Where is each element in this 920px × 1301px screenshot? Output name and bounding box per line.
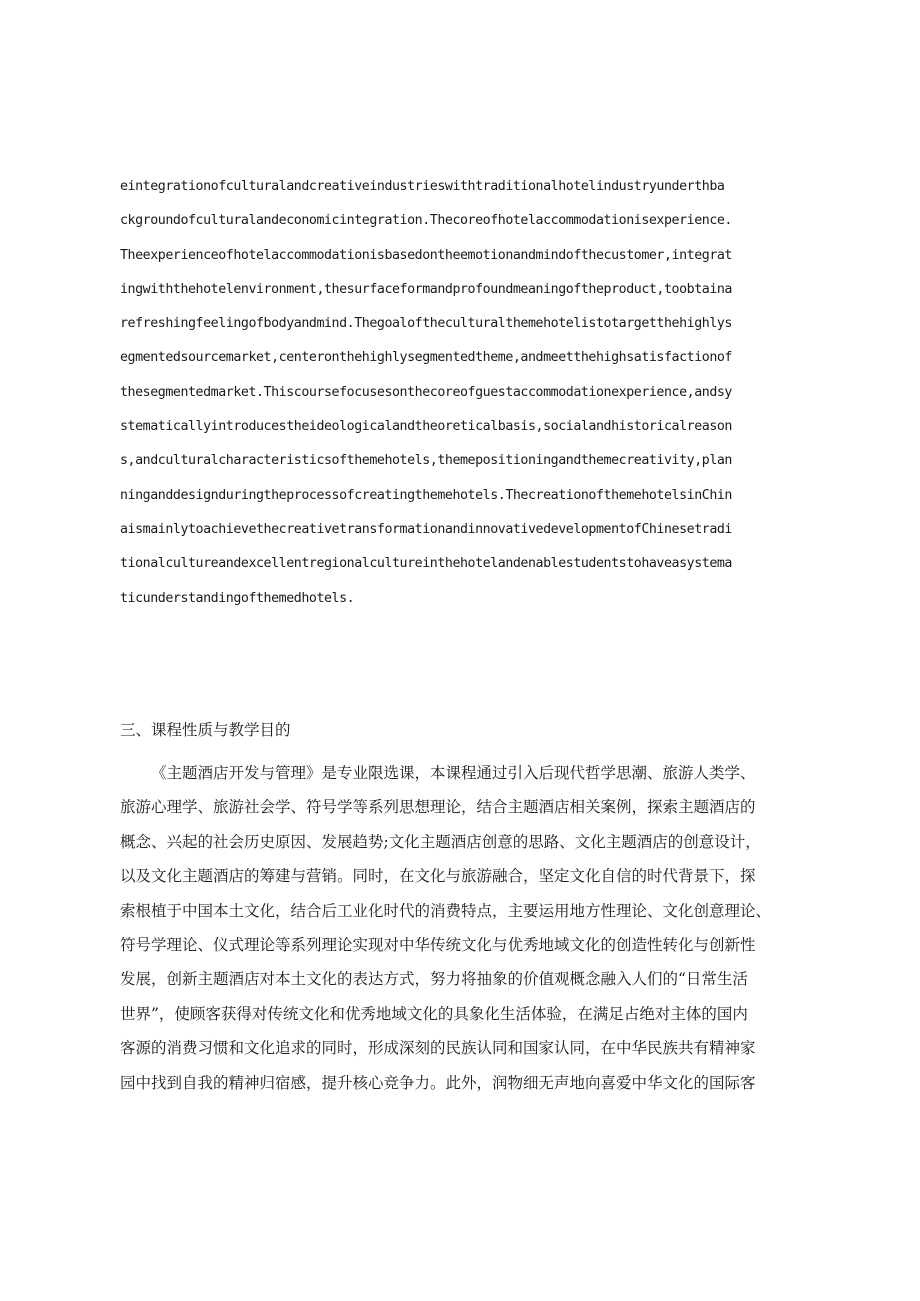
section-heading: 三、课程性质与教学目的: [120, 721, 291, 739]
english-abstract-line: ingwiththehotelenvironment,thesurfaceformandprofoundmeaningoftheproduct,toobtaina: [120, 281, 732, 297]
english-abstract-line: stematicallyintroducestheideologicalandtheoreticalbasis,socialandhistoricalreason: [120, 419, 732, 435]
english-abstract-line: egmentedsourcemarket,centeronthehighlysegmentedtheme,andmeetthehighsatisfactionof: [120, 350, 732, 366]
english-abstract-line: ticunderstandingofthemedhotels.: [120, 590, 355, 606]
body-line: 园中找到自我的精神归宿感，提升核心竞争力。此外，润物细无声地向喜爱中华文化的国际客: [120, 1073, 756, 1092]
body-line: 客源的消费习惯和文化追求的同时，形成深刻的民族认同和国家认同，在中华民族共有精神家: [120, 1039, 756, 1058]
body-line: 旅游心理学、旅游社会学、符号学等系列思想理论，结合主题酒店相关案例，探索主题酒店的: [120, 798, 756, 817]
english-abstract-line: tionalcultureandexcellentregionalcultureinthehotelandenablestudentstohaveasystema: [120, 556, 732, 572]
body-line: 世界”，使顾客获得对传统文化和优秀地域文化的具象化生活体验，在满足占绝对主体的国内: [120, 1004, 748, 1023]
english-abstract-line: ninganddesignduringtheprocessofcreatingthemehotels.ThecreationofthemehotelsinChin: [120, 487, 732, 503]
english-abstract-line: aismainlytoachievethecreativetransformationandinnovativedevelopmentofChinesetradi: [120, 521, 732, 537]
english-abstract-line: ckgroundofculturalandeconomicintegration.Thecoreofhotelaccommodationisexperience.: [120, 213, 732, 229]
body-line: 以及文化主题酒店的筹建与营销。同时，在文化与旅游融合，坚定文化自信的时代背景下，探: [120, 867, 756, 886]
body-line: 发展，创新主题酒店对本土文化的表达方式，努力将抽象的价值观概念融入人们的“日常生活: [120, 970, 748, 989]
english-abstract-line: refreshingfeelingofbodyandmind.Thegoaloftheculturalthemehotelistotargetthehighlys: [120, 316, 732, 332]
body-line: 概念、兴起的社会历史原因、发展趋势;文化主题酒店创意的思路、文化主题酒店的创意设计，: [120, 832, 761, 851]
section-body: [120, 756, 820, 1100]
english-abstract-line: Theexperienceofhotelaccommodationisbasedontheemotionandmindofthecustomer,integrat: [120, 247, 732, 263]
body-line: 符号学理论、仪式理论等系列理论实现对中华传统文化与优秀地域文化的创造性转化与创新性: [120, 935, 756, 954]
body-line: 索根植于中国本土文化，结合后工业化时代的消费特点，主要运用地方性理论、文化创意理论、: [120, 901, 772, 920]
english-abstract: [120, 170, 820, 616]
english-abstract-line: thesegmentedmarket.Thiscoursefocusesonthecoreofguestaccommodationexperience,andsy: [120, 384, 732, 400]
body-line: 《主题酒店开发与管理》是专业限选课，本课程通过引入后现代哲学思潮、旅游人类学、: [151, 764, 756, 782]
english-abstract-line: eintegrationofculturalandcreativeindustrieswithtraditionalhotelindustryunderthba: [120, 179, 725, 194]
english-abstract-line: s,andculturalcharacteristicsofthemehotels,themepositioningandthemecreativity,plan: [120, 453, 732, 469]
